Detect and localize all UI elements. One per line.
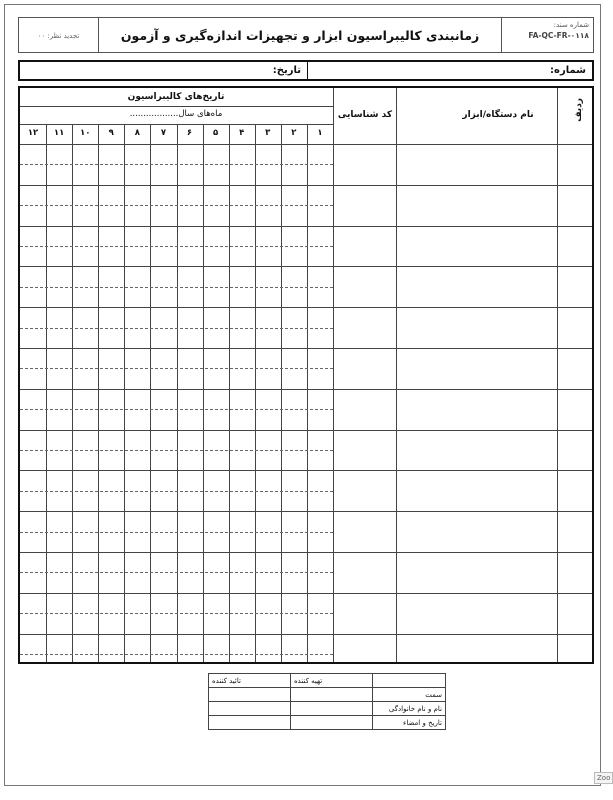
row-dashed-divider xyxy=(20,246,333,247)
sig-cell[interactable] xyxy=(209,702,291,716)
sig-row-label: تاریخ و امضاء xyxy=(373,716,446,730)
sig-approver-header: تائید کننده xyxy=(209,674,291,688)
months-header-divider xyxy=(20,124,333,125)
info-bar xyxy=(18,60,594,81)
row-divider xyxy=(20,266,592,267)
form-title: زمانبندی کالیبراسیون ابزار و تجهیزات اندازه‌گیری و آزمون xyxy=(120,28,480,43)
form-header xyxy=(18,17,594,53)
row-dashed-divider xyxy=(20,613,333,614)
row-divider xyxy=(20,593,592,594)
sig-row-label: سمت xyxy=(373,688,446,702)
row-divider xyxy=(20,511,592,512)
month-number: ۵ xyxy=(213,128,219,138)
months-line: ..................ماه‌های سال xyxy=(129,109,223,119)
revision-cell: تجدید نظر: ۰۰ xyxy=(19,18,99,52)
month-number: ۱ xyxy=(317,128,323,138)
month-number: ۷ xyxy=(160,128,167,138)
row-divider xyxy=(20,552,592,553)
sig-preparer-header: تهیه کننده xyxy=(291,674,373,688)
number-field[interactable]: شماره: xyxy=(550,65,586,76)
month-number: ۹ xyxy=(108,128,114,138)
sig-cell[interactable] xyxy=(291,716,373,730)
row-dashed-divider xyxy=(20,491,333,492)
doc-number-label: شماره سند: xyxy=(553,21,589,29)
row-dashed-divider xyxy=(20,450,333,451)
row-divider xyxy=(20,389,592,390)
row-dashed-divider xyxy=(20,654,333,655)
month-number: ۴ xyxy=(239,128,245,138)
month-number: ۱۱ xyxy=(53,128,65,138)
calibration-table xyxy=(18,86,594,664)
col-device-label: نام دستگاه/ابزار xyxy=(462,110,534,120)
sig-cell[interactable] xyxy=(209,716,291,730)
row-divider xyxy=(20,185,592,186)
row-dashed-divider xyxy=(20,532,333,533)
month-number: ۳ xyxy=(265,128,271,138)
month-number: ۶ xyxy=(186,128,193,138)
col-dates-label: تاریخ‌های کالیبراسیون xyxy=(127,92,225,102)
header-row-number-cell xyxy=(574,98,584,125)
dates-header-divider xyxy=(20,106,333,107)
row-divider xyxy=(20,348,592,349)
row-dashed-divider xyxy=(20,572,333,573)
row-divider xyxy=(20,634,592,635)
column-divider xyxy=(557,88,558,662)
zoom-indicator[interactable]: Zoo xyxy=(594,772,613,784)
sig-corner xyxy=(373,674,446,688)
sig-row-label: نام و نام خانوادگی xyxy=(373,702,446,716)
date-field[interactable]: تاریخ: xyxy=(20,62,308,79)
row-dashed-divider xyxy=(20,368,333,369)
row-divider xyxy=(20,470,592,471)
row-dashed-divider xyxy=(20,287,333,288)
column-divider xyxy=(333,88,334,662)
sig-cell[interactable] xyxy=(291,688,373,702)
doc-number-cell xyxy=(501,18,593,52)
month-number: ۱۰ xyxy=(80,128,91,138)
row-dashed-divider xyxy=(20,328,333,329)
month-number: ۲ xyxy=(291,128,297,138)
doc-number-value: FA-QC-FR-۰۱۱۸ xyxy=(528,31,589,40)
col-code-label: کد شناسایی xyxy=(337,110,393,120)
row-divider xyxy=(20,226,592,227)
row-dashed-divider xyxy=(20,205,333,206)
month-number: ۱۲ xyxy=(27,128,39,138)
row-divider xyxy=(20,307,592,308)
sig-cell[interactable] xyxy=(291,702,373,716)
row-divider xyxy=(20,430,592,431)
signature-table xyxy=(208,673,446,730)
column-divider xyxy=(396,88,397,662)
col-row-label: ردیف xyxy=(574,98,584,122)
row-dashed-divider xyxy=(20,164,333,165)
header-bottom-line xyxy=(20,144,592,145)
row-dashed-divider xyxy=(20,409,333,410)
month-number: ۸ xyxy=(134,128,140,138)
sig-cell[interactable] xyxy=(209,688,291,702)
